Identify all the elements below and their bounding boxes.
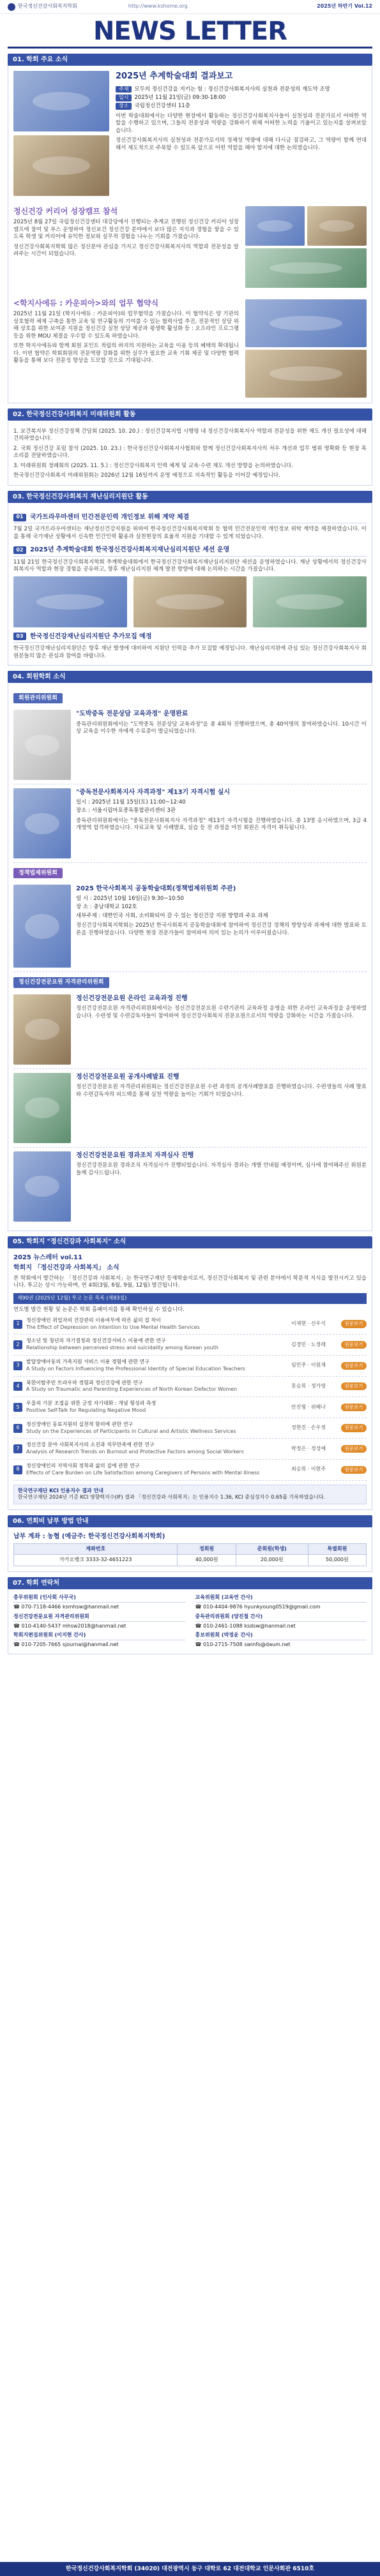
paper-title-ko: 정신장애인 동료지원의 실천적 함의에 관한 연구 xyxy=(26,1421,133,1427)
fee-col-special: 특별회원 xyxy=(308,1543,366,1555)
mou-text xyxy=(13,292,239,398)
exam-thumb xyxy=(13,788,71,858)
kci-body: 한국연구재단 2024년 기준 KCI 영향력지수(IF) 결과 「정신건강과 사회복지」는 인용지수 1.36, KCI 중심성지수 0.65를 기록하였습니다. xyxy=(18,1494,326,1501)
contact-6-title: 홍보위원회 (박정운 간사) xyxy=(195,1632,367,1640)
career-text xyxy=(13,200,239,288)
career-photo-3 xyxy=(245,248,367,288)
paper-title xyxy=(26,1359,276,1373)
view-paper-button[interactable]: 원문보기 xyxy=(341,1341,367,1349)
paper-number: 4 xyxy=(13,1382,22,1391)
paper-number: 8 xyxy=(13,1465,22,1474)
section-02-body xyxy=(8,421,372,486)
paper-row xyxy=(13,1418,367,1439)
section-01-body xyxy=(8,66,372,403)
conf-date xyxy=(116,94,367,101)
member-card-3-place: 장 소 : 충남대학교 102호 xyxy=(76,904,137,911)
fee-title: 납부 계좌 : 농협 (예금주: 한국정신건강사회복지학회) xyxy=(13,1533,165,1541)
case-present-thumb xyxy=(13,1073,71,1143)
contact-6-mail[interactable]: swinfo@daum.net xyxy=(244,1642,291,1648)
org-logo-icon xyxy=(8,3,15,11)
section-06-body xyxy=(8,1527,372,1572)
paper-row xyxy=(13,1335,367,1356)
disaster-head-2 xyxy=(13,546,367,557)
member-card-2-body: 중독관리위원회에서는 "중독전문사회복지사 자격과정" 제13기 자격시험을 진행하였습니다. 총 13명 응시하였으며, 3급 4개영역 합격하였습니다. 자료교육 및 사례발표, 실습 등 전 과정을 마친 회원은 자격이 취득됩니다. xyxy=(76,817,367,832)
org-name: 한국정신건강사회복지학회 xyxy=(18,3,77,10)
view-paper-button[interactable]: 원문보기 xyxy=(341,1466,367,1474)
future-closing: 한국정신건강사회복지 미래위원회는 2026년 12월 16일까지 운영 예정으로 지속적인 활동을 이어갈 예정입니다. xyxy=(13,472,280,479)
fee-special: 50,000원 xyxy=(308,1555,366,1566)
contact-4-phone: ☎ 010-2461-1088 xyxy=(195,1622,243,1629)
conf-theme-value: 모두의 정신건강을 지키는 힘 : 정신건강사회복지사의 실천과 전문성의 재도약 조망 xyxy=(134,86,330,93)
paper-number: 6 xyxy=(13,1424,22,1433)
contact-5-title: 학회지편집위원회 (이지현 간사) xyxy=(13,1632,185,1640)
num-badge-2: 02 xyxy=(13,546,26,554)
paper-title xyxy=(26,1442,276,1456)
conf-date-label: 일시 xyxy=(116,94,132,101)
member-card-3 xyxy=(13,881,367,972)
fee-table xyxy=(13,1543,367,1567)
paper-title-ko: 정신장애인의 지역사회 정착과 삶의 질에 관한 연구 xyxy=(26,1462,140,1469)
mou-photo-2 xyxy=(245,350,367,398)
disaster-body-3: 한국정신건강재난심리지원단은 향후 재난 발생에 대비하여 지원단 인력을 추가 모집할 예정입니다. 재난심리지원에 관심 있는 정신건강사회복지사 회원분들의 많은 관심과 참여를 바랍니다. xyxy=(13,645,367,659)
disaster-head-3-text: 한국정신건강재난심리지원단 추가모집 예정 xyxy=(30,633,152,640)
conf-theme-label: 주제 xyxy=(116,86,132,93)
conf-date-value: 2025년 11월 21일(금) 09:30-18:00 xyxy=(134,94,226,101)
section-03 xyxy=(8,491,372,666)
contact-3-title: 정신건강전문요원 자격관리위원회 xyxy=(13,1614,185,1622)
paper-number: 5 xyxy=(13,1403,22,1412)
conf-place xyxy=(116,103,367,110)
conf-place-label: 장소 xyxy=(116,103,132,110)
member-card-2 xyxy=(13,784,367,863)
mou-block xyxy=(13,292,367,398)
member-card-4-title: 정신건강전문요원 온라인 교육과정 진행 xyxy=(76,994,188,1002)
paper-title xyxy=(26,1380,276,1394)
mou-title: <학지사에듀 : 카운피아>와의 업무 협약식 xyxy=(13,299,159,308)
view-paper-button[interactable]: 원문보기 xyxy=(341,1362,367,1370)
member-card-6 xyxy=(13,1148,367,1225)
member-card-2-date: 일시 : 2025년 11월 15일(토) 11:00~12:40 xyxy=(76,798,186,805)
paper-list xyxy=(13,1314,367,1481)
journal-subtitle: 학회지 「정신건강과 사회복지」 소식 xyxy=(13,1264,119,1272)
conf-photos xyxy=(13,71,109,196)
paper-row xyxy=(13,1377,367,1398)
disaster-head-2-text: 2025년 추계학술대회 한국정신건강사회복지재난심리지원단 세션 운영 xyxy=(30,546,230,554)
paper-authors: 박정은 · 정성예 xyxy=(291,1445,326,1451)
fee-col-regular: 정회원 xyxy=(178,1543,236,1555)
member-card-4-text xyxy=(76,994,367,1065)
paper-row xyxy=(13,1439,367,1460)
conf-place-value: 국립정신건강센터 11층 xyxy=(134,103,190,110)
conf-text xyxy=(116,71,367,196)
section-02-header: 02. 한국정신건강사회복지 미래위원회 활동 xyxy=(8,408,372,421)
member-card-5-text xyxy=(76,1073,367,1143)
masthead-title: NEWS LETTER xyxy=(93,17,287,46)
paper-title-en: Effects of Care Burden on Life Satisfaction among Caregivers of Persons with Mental Illness xyxy=(26,1469,260,1476)
contact-5-phone: ☎ 010-7205-7665 xyxy=(13,1642,61,1648)
paper-number: 2 xyxy=(13,1340,22,1349)
online-edu-thumb xyxy=(13,994,71,1065)
contact-4-mail[interactable]: ksdsw@hanmail.net xyxy=(244,1622,296,1629)
kci-notice xyxy=(13,1485,367,1505)
paper-title xyxy=(26,1338,276,1352)
mou-body: 2025년 11월 21일 (학지사에듀 : 카운피아)와 업무협약을 가졌습니다. 이 협약식은 양 기관의 상호협력 체제 구축을 통한 교육 및 연구활동의 기여를 수 있는 협력사업 추진, 전문적인 상담 위해 상호를 위한 보여준 지원을 정신건강 실천 상담 제공과 평생학 활성화 등 : 오프라인 프로그램 등을 위한 MOU 체결을 우수할 수 있도록 하였습니다. xyxy=(13,311,239,340)
paper-authors: 정현진 · 손우정 xyxy=(291,1425,326,1431)
contact-2-phone: ☎ 010-4404-9876 xyxy=(195,1603,243,1610)
contact-1-mail[interactable]: ksmhsw@hanmail.net xyxy=(62,1603,119,1610)
paper-authors: 홍승희 · 정가영 xyxy=(291,1382,326,1389)
paper-title xyxy=(26,1463,276,1477)
member-card-2-title: "중독전문사회복지사 자격과정" 제13기 자격시험 실시 xyxy=(76,789,231,797)
disaster-photo-3 xyxy=(253,576,367,627)
paper-number: 7 xyxy=(13,1444,22,1453)
paper-title xyxy=(26,1317,276,1331)
contacts-grid xyxy=(8,1589,372,1654)
member-card-1-title: "도박중독 전문상담 교육과정" 운영완료 xyxy=(76,710,188,718)
paper-title-ko: 발달장애아동의 가족지원 서비스 이용 경험에 관한 연구 xyxy=(26,1358,149,1365)
paper-title-en: Positive Self-Talk for Regulating Negative Mood xyxy=(26,1407,146,1413)
member-card-2-text xyxy=(76,788,367,858)
member-card-1-text xyxy=(76,710,367,780)
paper-row xyxy=(13,1356,367,1377)
section-03-body xyxy=(8,503,372,666)
paper-title-en: Relationship between perceived stress and suicidality among Korean youth xyxy=(26,1345,218,1351)
mou-photo-1 xyxy=(245,299,367,347)
section-05-header: 05. 학회지 "정신건강과 사회복지" 소식 xyxy=(8,1236,372,1248)
section-03-header: 03. 한국정신건강사회복지 재난심리지원단 활동 xyxy=(8,491,372,503)
paper-title-en: Analysis of Research Trends on Burnout and Protective Factors among Social Workers xyxy=(26,1449,244,1455)
mou-photos xyxy=(245,299,367,398)
journal-vol: 2025 뉴스레터 vol.11 xyxy=(13,1254,82,1261)
contact-2 xyxy=(195,1594,367,1611)
contact-2-mail[interactable]: hyunkyoung0519@gmail.com xyxy=(244,1603,321,1610)
paper-row xyxy=(13,1397,367,1418)
paper-title-ko: 북한이탈주민 트라우마 경험과 정신건강에 관한 연구 xyxy=(26,1379,143,1386)
journal-note: 제90권 (2025년 12월) 투고 논문 목록 (제93집) xyxy=(13,1293,367,1304)
member-card-5-body: 정신건강전문요원 자격관리위원회는 정신건강전문요원 수련 과정의 공개사례발표를 진행하였습니다. 수련생들의 사례 발표와 수련감독자의 피드백을 통해 실천 역량을 높이는 기회가 되었습니다. xyxy=(76,1084,367,1098)
conf-theme xyxy=(116,86,367,93)
footer-address: 한국정신건강사회복지학회 (34020) 대전광역시 동구 대학로 62 대전대학교 인문사회관 6510호 xyxy=(0,2562,380,2576)
career-photo-2 xyxy=(307,206,367,246)
contact-4-title: 중독관리위원회 (양진철 간사) xyxy=(195,1614,367,1622)
paper-title-ko: 정신장애인 취업자의 건강관리 이용여부에 따른 삶의 질 차이 xyxy=(26,1317,161,1323)
fee-regular: 40,000원 xyxy=(178,1555,236,1566)
conf-body-2: 정신건강사회복지사의 실천성과 전문가로서의 정체성 역량에 대해 다시금 점검하고, 그 역량이 함께 연대해서 제도적으로 주목할 수 있도록 앞으로 어떤 역할을 해야 할지에 대한 논의였습니다. xyxy=(116,137,367,151)
conf-photo-1 xyxy=(13,71,109,131)
career-photo-1 xyxy=(245,206,305,246)
num-badge-3: 03 xyxy=(13,633,26,640)
member-card-3-date: 일 시 : 2025년 10월 16일(금) 9:30~10:50 xyxy=(76,895,184,902)
fee-student: 20,000원 xyxy=(236,1555,308,1566)
career-title: 정신건강 커리어 성장캠프 참석 xyxy=(13,207,118,216)
paper-authors: 안진형 · 위혜나 xyxy=(291,1404,326,1410)
top-bar xyxy=(0,0,380,14)
section-07-header: 07. 학회 연락처 xyxy=(8,1577,372,1589)
member-sub-3: 정신건강전문요원 자격관리위원회 xyxy=(13,977,109,987)
paper-title-en: A Study on Factors Influencing the Professional Identity of Special Education Teachers xyxy=(26,1365,245,1372)
fee-col-student: 준회원(학생) xyxy=(236,1543,308,1555)
section-05 xyxy=(8,1236,372,1511)
disaster-body-2: 11월 21일 한국정신건강사회복지학회 추계학술대회에서 한국정신건강사회복지재난심리지원단 세션을 운영하였습니다. 재난 상황에서의 정신건강사회복지사 역할과 현장 경험을 공유하고, 향후 재난심리지원 체계 발전 방향에 대해 논의하는 시간을 가졌습니다. xyxy=(13,558,367,573)
conf-block xyxy=(13,71,367,196)
career-body-2: 정신건강사회복지학회 많은 정신분야 관심을 가지고 정신건강사회복지사의 역할과 전문성을 알려주는 시간이 되었습니다. xyxy=(13,243,239,258)
org-logo xyxy=(8,3,77,11)
member-card-3-text xyxy=(76,885,367,968)
career-body: 2025년 8월 27일 국립정신건강센터 대강당에서 진행되는 추계교 진행된 정신건강 커리어 성장 캠프에 참여 및 부스 운영하여 정신보건 정신건강 분야에서 보다 많은 지식과 경험을 쌓을 수 있도록 학생 및 커리어에 유익한 정보와 실무적 경험을 나누는 기회를 가졌습니다. xyxy=(13,219,239,241)
paper-authors: 이재현 · 신우식 xyxy=(291,1321,326,1327)
disaster-head-3 xyxy=(13,633,367,643)
num-badge-1: 01 xyxy=(13,514,26,521)
member-card-2-place: 장소 : 서울시립마포중독통합관리센터 3관 xyxy=(76,807,176,814)
certificate-thumb xyxy=(13,710,71,780)
mou-body-2: 또한 학지사에듀와 함께 회원 포인트 적립의 하지의 지원하는 교육을 이용 등의 혜택의 확대됩니다. 이번 협약은 학회회원의 전문역량 강화를 위한 실무가 필요한 교육 기회 제공 및 다양한 협력활동을 통해 보다 전문성 향상을 도모할 것으로 기대됩니다. xyxy=(13,343,239,364)
fee-header-row xyxy=(14,1543,367,1555)
paper-number: 1 xyxy=(13,1320,22,1329)
member-card-4-body: 정신건강전문요원 자격관리위원회에서는 정신건강전문요원 수련기관의 교육과정 운영을 위한 온라인 교육과정을 운영하였습니다. 수련생 및 수련감독자들이 참여하여 정신건강사회복지 전문요원으로서의 역량을 강화하는 시간을 가졌습니다. xyxy=(76,1005,367,1019)
contact-3-mail[interactable]: mhsw2018@hanmail.net xyxy=(62,1622,126,1629)
volume-label: 2025년 하반기 Vol.12 xyxy=(317,3,372,10)
fee-account: 카카오뱅크 3333-32-4651223 xyxy=(14,1555,178,1566)
section-06 xyxy=(8,1515,372,1572)
disaster-photo-2 xyxy=(133,576,247,627)
conf-title: 2025년 추계학술대회 결과보고 xyxy=(116,71,233,81)
fee-value-row xyxy=(14,1555,367,1566)
paper-row xyxy=(13,1314,367,1335)
paper-authors: 김경민 · 노정래 xyxy=(291,1341,326,1347)
poster-thumb xyxy=(13,885,71,968)
contact-3-phone: ☎ 010-4140-5437 xyxy=(13,1622,61,1629)
contact-1 xyxy=(13,1594,185,1611)
future-item-2: 2. 국회 정신건강 포럼 참석 (2025. 10. 23.) : 한국정신건강사회복지사협회와 함께 정신건강사회복지사의 처우 개선과 업무 범위 명확화 등 현장 목소리를 전달하였습니다. xyxy=(13,445,367,460)
member-card-5 xyxy=(13,1069,367,1148)
future-item-3: 3. 미래위원회 정례회의 (2025. 11. 5.) : 정신건강사회복지 인력 체계 및 교육·수련 제도 개선 방향을 논의하였습니다. xyxy=(13,462,293,469)
view-paper-button[interactable]: 원문보기 xyxy=(341,1424,367,1432)
journal-note-2: 연도별 발간 현황 및 논문은 학회 홈페이지를 통해 확인하실 수 있습니다. xyxy=(13,1307,185,1314)
career-block xyxy=(13,200,367,288)
section-07 xyxy=(8,1577,372,1654)
section-01 xyxy=(8,54,372,403)
paper-authors: 최승희 · 이현주 xyxy=(291,1466,326,1472)
member-card-1 xyxy=(13,706,367,784)
career-photos xyxy=(245,206,367,288)
section-04-header: 04. 회원학회 소식 xyxy=(8,671,372,683)
member-card-3-title: 2025 한국사회복지 공동학술대회(정책법제위원회 주관) xyxy=(76,885,236,893)
contact-2-title: 교육위원회 (교육연 간사) xyxy=(195,1594,367,1603)
paper-title xyxy=(26,1421,276,1435)
member-sub-1: 회원관리위원회 xyxy=(13,693,63,703)
contact-5 xyxy=(13,1632,185,1649)
paper-authors: 임민주 · 이원재 xyxy=(291,1362,326,1368)
member-card-3-body: 정신건강사회복지학회는 2025년 한국사회복지 공동학술대회에 참여하여 정신건강 정책의 방향성과 과제에 대한 발표와 토론을 진행하였습니다. 다양한 현장 전문가들이 참여하여 의미 있는 논의가 이루어졌습니다. xyxy=(76,922,367,936)
member-card-1-body: 중독관리위원회에서는 "도박중독 전문상담 교육과정"을 총 4회차 진행하였으며, 총 40여명의 참여하였습니다. 10시간 이상 교육을 이수한 자에게 수료증이 발급되었습니다. xyxy=(76,721,367,735)
paper-number: 3 xyxy=(13,1361,22,1370)
disaster-head-1-text: 국가트라우마센터 민간전문인력 개인정보 위해 계약 체결 xyxy=(30,513,190,521)
member-card-6-body: 정신건강전문요원 경과조치 자격심사가 진행되었습니다. 자격심사 결과는 개별 안내될 예정이며, 심사에 참여해주신 위원분들께 감사드립니다. xyxy=(76,1162,367,1176)
view-paper-button[interactable]: 원문보기 xyxy=(341,1445,367,1453)
member-card-3-topic: 세부주제 : 대한민국 사회, 소비화되어 갈 수 있는 정신건강 지원 방향과 주요 과제 xyxy=(76,912,268,919)
member-card-4 xyxy=(13,991,367,1069)
view-paper-button[interactable]: 원문보기 xyxy=(341,1320,367,1328)
paper-title-en: Study on the Experiences of Participants in Cultural and Artistic Wellness Services xyxy=(26,1428,236,1434)
paper-title xyxy=(26,1400,276,1414)
contact-6-phone: ☎ 010-2715-7508 xyxy=(195,1642,243,1648)
paper-title-ko: 청소년 및 청년의 자기결정과 정신건강서비스 이용에 관한 연구 xyxy=(26,1338,166,1344)
paper-title-ko: 우울의 기분 조절을 위한 긍정 자기대화 : 개념 형성과 측정 xyxy=(26,1400,156,1407)
review-thumb xyxy=(13,1151,71,1222)
member-card-6-title: 정신건강전문요원 경과조치 자격심사 진행 xyxy=(76,1151,194,1159)
kci-title: 한국연구재단 KCI 인용지수 결과 안내 xyxy=(18,1487,104,1494)
paper-title-en: The Effect of Depression on Intention to Use Mental Health Services xyxy=(26,1324,200,1330)
future-item-1: 1. 보건복지부 정신건강정책 간담회 (2025. 10. 20.) : 정신건강복지법 시행령 내 정신건강사회복지사 역할과 전문성을 위한 제도 개선 필요성에 대해 건의하였습니다. xyxy=(13,428,367,442)
section-04 xyxy=(8,671,372,1231)
org-url-link[interactable]: http://www.kshome.org xyxy=(128,3,188,10)
section-02 xyxy=(8,408,372,486)
view-paper-button[interactable]: 원문보기 xyxy=(341,1404,367,1411)
section-06-header: 06. 연회비 납부 방법 안내 xyxy=(8,1515,372,1527)
disaster-head-1 xyxy=(13,513,367,524)
paper-title-en: A Study on Traumatic and Parenting Experiences of North Korean Defector Women xyxy=(26,1386,238,1393)
contact-1-phone: ☎ 070-7118-4466 xyxy=(13,1603,61,1610)
fee-col-account: 계좌번호 xyxy=(14,1543,178,1555)
journal-body: 본 학회에서 발간하는 「정신건강과 사회복지」는 한국연구재단 등재학술지로서, 정신건강사회복지 및 관련 분야에서 학문적 지식을 발전시키고 있습니다. 투고는 상시 가능하며, 연 4회(3월, 6월, 9월, 12월) 발간됩니다. xyxy=(13,1275,367,1289)
view-paper-button[interactable]: 원문보기 xyxy=(341,1382,367,1390)
disaster-photo-1 xyxy=(13,576,127,627)
disaster-photos xyxy=(13,576,367,627)
section-04-body xyxy=(8,683,372,1231)
contact-5-mail[interactable]: sjournal@hanmail.net xyxy=(62,1642,119,1648)
section-05-body xyxy=(8,1248,372,1511)
conf-body: 이번 학술대회에서는 다양한 현장에서 활동하는 정신건강사회복지사들이 실천성과 전문가로서 어떠한 역할을 수행하고 있으며, 그들의 전문성과 역량을 강화하기 위해 어떠한 노력을 기울이고 있는지를 살펴보았습니다. xyxy=(116,112,367,134)
member-sub-2: 정책법제위원회 xyxy=(13,868,63,878)
contact-6 xyxy=(195,1632,367,1649)
contact-1-title: 총무위원회 (인사회 사무국) xyxy=(13,1594,185,1603)
contact-4 xyxy=(195,1614,367,1630)
paper-title-ko: 정신건강 분야 사회복지사의 소진과 직무만족에 관한 연구 xyxy=(26,1442,155,1448)
disaster-body-1: 7월 2일 국가트라우마센터는 재난정신건강지원을 위하여 한국정신건강사회복지학회 등 협력 민간전문인력 개인정보 위탁 계약을 체결하였습니다. 이를 통해 국가재난 상황에서 신속한 민간인력 활용과 실천현장의 효율적 지원을 기대할 수 있게 되었습니다. xyxy=(13,526,367,540)
section-01-header: 01. 학회 주요 소식 xyxy=(8,54,372,66)
contact-3 xyxy=(13,1614,185,1630)
masthead xyxy=(0,14,380,49)
member-card-5-title: 정신건강전문요원 공개사례발표 진행 xyxy=(76,1073,179,1081)
member-card-6-text xyxy=(76,1151,367,1222)
paper-row xyxy=(13,1460,367,1481)
conf-photo-2 xyxy=(13,135,109,196)
